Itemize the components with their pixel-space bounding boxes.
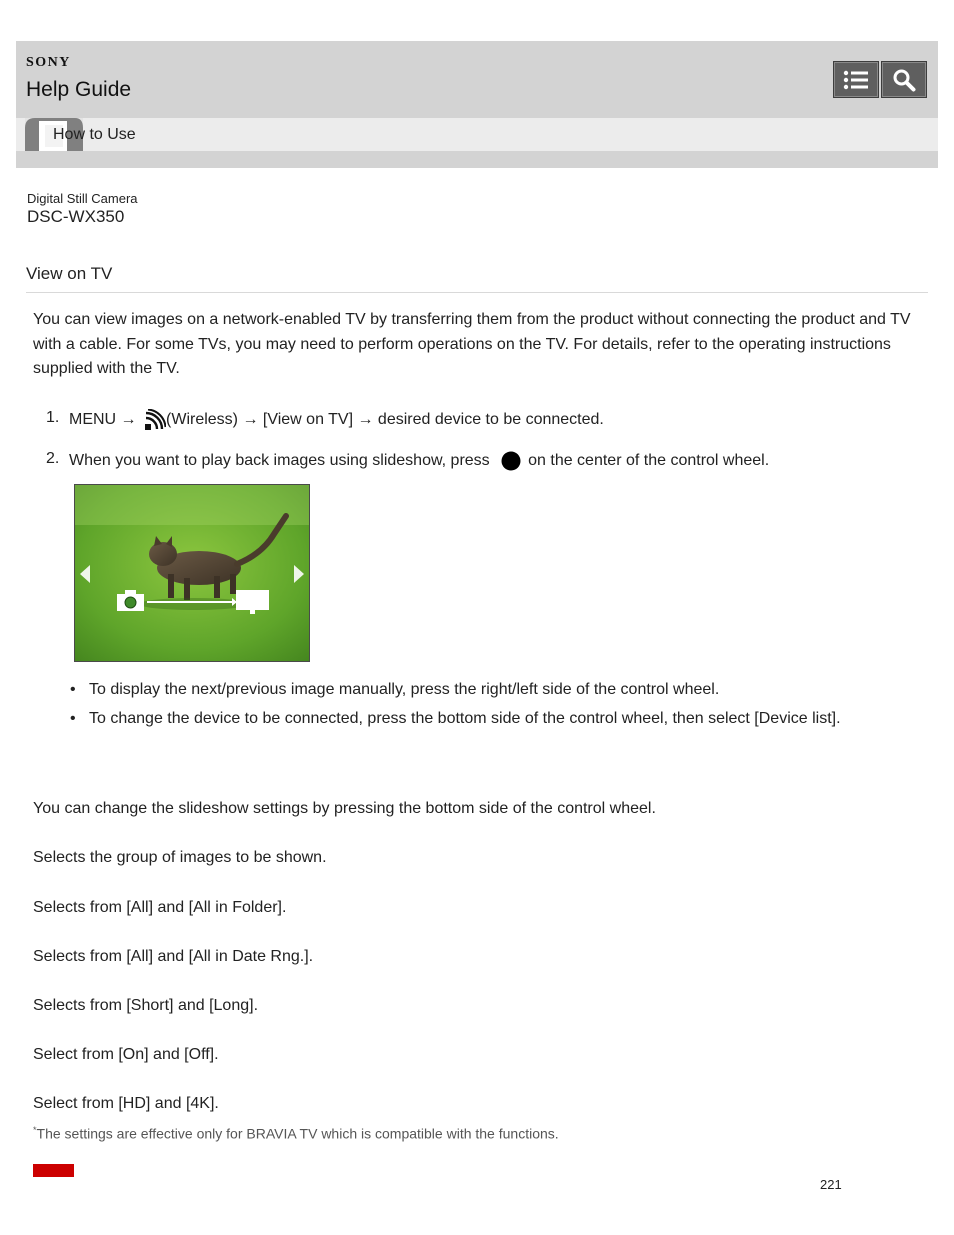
breadcrumb <box>16 118 938 151</box>
title-divider <box>26 292 928 293</box>
search-icon <box>892 68 916 92</box>
bullet-item: • To change the device to be connected, press the bottom side of the control wheel, then select [Device list]. <box>70 710 841 727</box>
footnote <box>33 1125 559 1142</box>
toolbar <box>833 61 927 98</box>
wireless-icon <box>144 409 166 431</box>
product-category: Digital Still Camera <box>27 191 138 206</box>
setting-description: Select from [On] and [Off]. <box>33 1046 219 1063</box>
setting-description: Selects from [All] and [All in Folder]. <box>33 899 287 916</box>
breadcrumb-how-to-use-link[interactable]: How to Use <box>53 126 136 143</box>
settings-intro: You can change the slideshow settings by pressing the bottom side of the control wheel. <box>33 800 656 817</box>
bullet-item: • To display the next/previous image manually, press the right/left side of the control wheel. <box>70 681 720 698</box>
tv-slideshow-illustration <box>74 484 310 662</box>
sony-logo: SONY <box>26 55 71 70</box>
list-icon <box>843 69 869 91</box>
page-title: View on TV <box>26 264 113 283</box>
bullet-text: To display the next/previous image manually, press the right/left side of the control wheel. <box>89 681 720 698</box>
setting-description: Selects from [All] and [All in Date Rng.]. <box>33 948 314 965</box>
step-text-before-icon: When you want to play back images using slideshow, press <box>69 452 490 470</box>
step-text-after-icon: on the center of the control wheel. <box>528 452 770 470</box>
step-text-before-icon: MENU → <box>69 411 137 429</box>
setting-description: Select from [HD] and [4K]. <box>33 1095 219 1112</box>
bullet-text: To change the device to be connected, press the bottom side of the control wheel, then select [Device list]. <box>89 710 841 727</box>
step-number: 2. <box>46 450 60 467</box>
footnote-text: The settings are effective only for BRAVIA TV which is compatible with the functions. <box>36 1125 559 1142</box>
step-number: 1. <box>46 409 60 426</box>
search-button[interactable] <box>881 61 927 98</box>
step-2 <box>46 450 846 474</box>
red-marker-bar <box>33 1164 74 1177</box>
model-name: DSC-WX350 <box>27 207 125 226</box>
setting-description: Selects the group of images to be shown. <box>33 849 327 866</box>
help-guide-title: Help Guide <box>26 78 132 101</box>
center-button-icon <box>500 450 522 472</box>
header-bar <box>16 41 938 168</box>
intro-paragraph: You can view images on a network-enabled TV by transferring them from the product without connecting the product and TV with a cable. For some TVs, you may need to perform operations on the TV. For details, refer to the operating instructions supplied with the TV. <box>33 311 911 377</box>
footnote-marker: * <box>33 1125 37 1135</box>
step-text-after-icon: (Wireless) → [View on TV] → desired device to be connected. <box>166 411 604 429</box>
table-of-contents-button[interactable] <box>833 61 879 98</box>
page-number: 221 <box>820 1177 842 1192</box>
setting-description: Selects from [Short] and [Long]. <box>33 997 259 1014</box>
step-1 <box>46 409 846 433</box>
